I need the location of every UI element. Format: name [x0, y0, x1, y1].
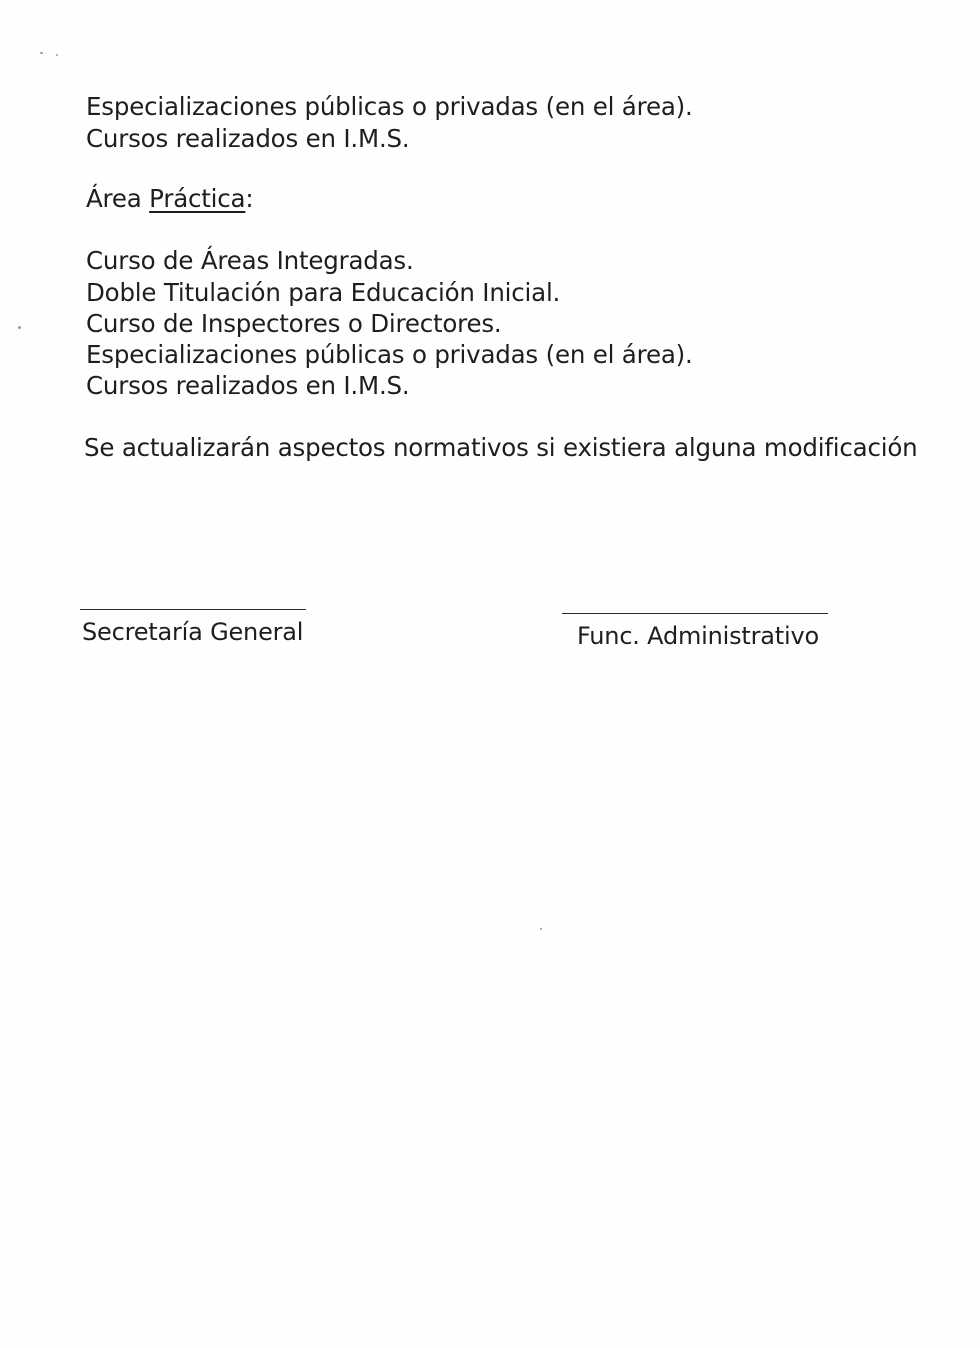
scan-speck [18, 326, 21, 329]
closing-note: Se actualizarán aspectos normativos si existiera alguna modificación [84, 433, 918, 462]
scan-speck [56, 54, 58, 56]
right-signature-label: Func. Administrativo [577, 622, 819, 650]
list-item: Cursos realizados en I.M.S. [86, 371, 410, 400]
scan-speck [40, 52, 43, 54]
list-item: Especializaciones públicas o privadas (en el área). [86, 340, 693, 369]
left-signature-line [80, 609, 306, 610]
left-signature-label: Secretaría General [82, 618, 304, 646]
list-item: Doble Titulación para Educación Inicial. [86, 278, 561, 307]
list-item: Cursos realizados en I.M.S. [86, 124, 410, 153]
list-item: Curso de Inspectores o Directores. [86, 309, 502, 338]
right-signature-line [562, 613, 828, 614]
heading-prefix: Área [86, 184, 150, 213]
heading-colon: : [245, 184, 254, 213]
section-heading [86, 184, 253, 214]
list-item: Curso de Áreas Integradas. [86, 246, 414, 275]
heading-underlined-word: Práctica [149, 184, 246, 213]
scan-speck [540, 928, 542, 930]
list-item: Especializaciones públicas o privadas (en el área). [86, 92, 693, 121]
